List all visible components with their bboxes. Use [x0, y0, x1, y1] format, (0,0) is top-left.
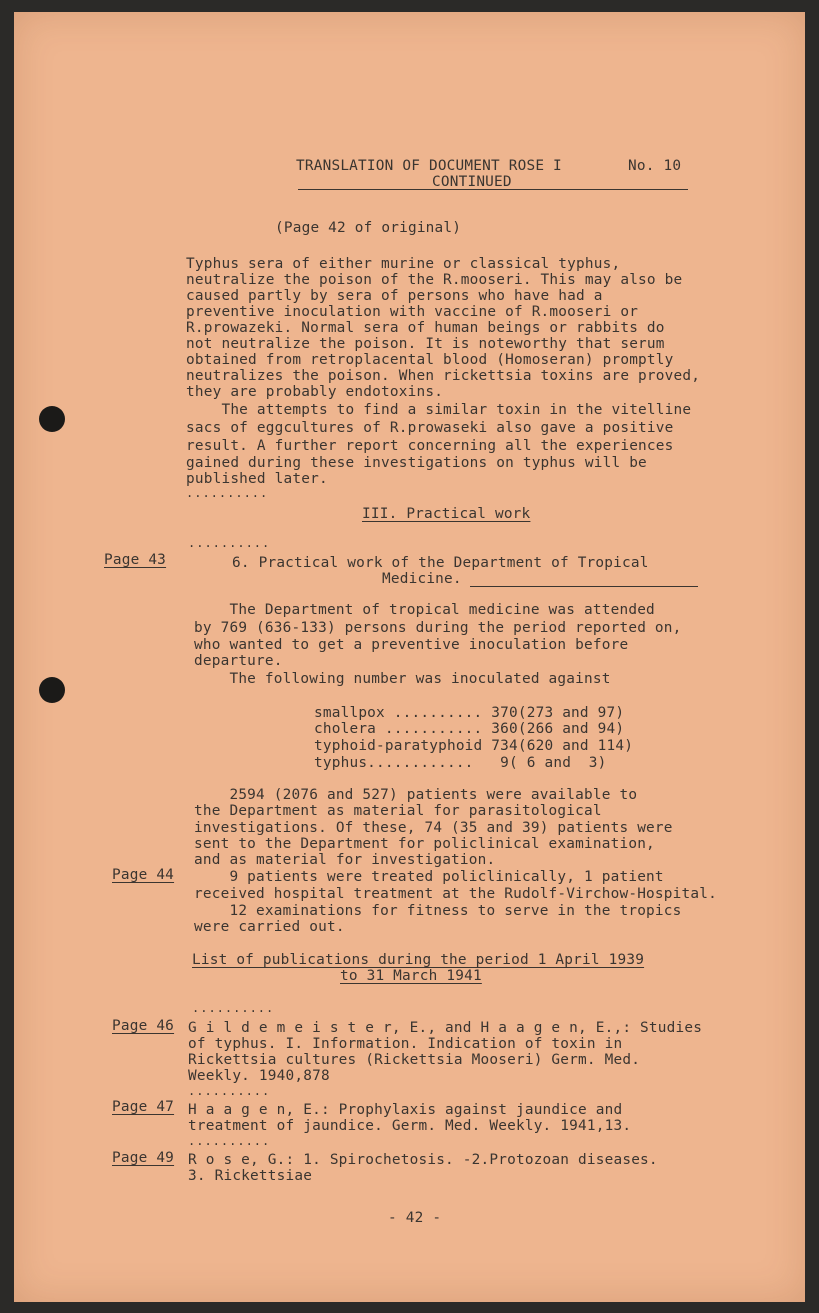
paragraph-line: and as material for investigation.: [194, 852, 496, 868]
paragraph-line: Typhus sera of either murine or classical typhus,: [186, 256, 621, 272]
paragraph-line: The following number was inoculated against: [194, 671, 611, 687]
omission-ellipsis: ..........: [188, 536, 271, 550]
publication-entry: 3. Rickettsiae: [188, 1168, 313, 1184]
paragraph-line: 2594 (2076 and 527) patients were available to: [194, 787, 638, 803]
inoculation-row: smallpox .......... 370(273 and 97): [314, 705, 625, 721]
publication-entry: treatment of jaundice. Germ. Med. Weekly. 1941,13.: [188, 1118, 632, 1134]
paragraph-line: published later.: [186, 471, 328, 487]
paragraph-line: they are probably endotoxins.: [186, 384, 444, 400]
paragraph-line: caused partly by sera of persons who have had a: [186, 288, 603, 304]
paragraph-line: not neutralize the poison. It is noteworthy that serum: [186, 336, 665, 352]
paragraph-line: The attempts to find a similar toxin in the vitelline: [186, 402, 692, 418]
publication-entry: Rickettsia cultures (Rickettsia Mooseri) Germ. Med.: [188, 1052, 641, 1068]
publications-heading-cont: to 31 March 1941: [340, 968, 482, 984]
paragraph-line: by 769 (636-133) persons during the period reported on,: [194, 620, 682, 636]
subsection-heading: 6. Practical work of the Department of Tropical: [232, 555, 649, 571]
paragraph-line: were carried out.: [194, 919, 345, 935]
omission-ellipsis: ..........: [192, 1001, 275, 1015]
margin-page-ref: Page 43: [104, 552, 167, 568]
publication-entry: G i l d e m e i s t e r, E., and H a a g e n, E.,: Studies: [188, 1020, 703, 1036]
section-heading: III. Practical work: [362, 506, 531, 522]
paragraph-line: 9 patients were treated policlinically, 1 patient: [194, 869, 664, 885]
paragraph-line: the Department as material for parasitological: [194, 803, 602, 819]
paragraph-line: neutralizes the poison. When rickettsia toxins are proved,: [186, 368, 701, 384]
inoculation-row: cholera ........... 360(266 and 94): [314, 721, 625, 737]
page-number: - 42 -: [388, 1210, 442, 1226]
paragraph-line: neutralize the poison of the R.mooseri. This may also be: [186, 272, 683, 288]
paragraph-line: departure.: [194, 653, 283, 669]
paragraph-line: preventive inoculation with vaccine of R.mooseri or: [186, 304, 639, 320]
paragraph-line: result. A further report concerning all the experiences: [186, 438, 674, 454]
paragraph-line: R.prowazeki. Normal sera of human beings or rabbits do: [186, 320, 665, 336]
paragraph-line: sent to the Department for policlinical examination,: [194, 836, 655, 852]
document-title: TRANSLATION OF DOCUMENT ROSE I: [296, 158, 562, 174]
paragraph-line: The Department of tropical medicine was attended: [194, 602, 655, 618]
margin-page-ref: Page 46: [112, 1018, 175, 1034]
punch-hole: [39, 406, 65, 432]
margin-page-ref: Page 47: [112, 1099, 175, 1115]
paragraph-line: received hospital treatment at the Rudolf-Virchow-Hospital.: [194, 886, 717, 902]
paragraph-line: 12 examinations for fitness to serve in the tropics: [194, 903, 682, 919]
header-rule: [298, 189, 688, 190]
omission-ellipsis: ..........: [188, 1134, 271, 1148]
paragraph-line: who wanted to get a preventive inoculation before: [194, 637, 629, 653]
publication-entry: H a a g e n, E.: Prophylaxis against jaundice and: [188, 1102, 623, 1118]
omission-ellipsis: ..........: [188, 1084, 271, 1098]
punch-hole: [39, 677, 65, 703]
publication-entry: R o s e, G.: 1. Spirochetosis. -2.Protozoan diseases.: [188, 1152, 658, 1168]
paragraph-line: sacs of eggcultures of R.prowaseki also gave a positive: [186, 420, 674, 436]
inoculation-row: typhoid-paratyphoid 734(620 and 114): [314, 738, 634, 754]
subsection-heading-cont: Medicine.: [382, 571, 462, 587]
paragraph-line: obtained from retroplacental blood (Homoseran) promptly: [186, 352, 674, 368]
publications-heading: List of publications during the period 1 April 1939: [192, 952, 645, 968]
inoculation-row: typhus............ 9( 6 and 3): [314, 755, 607, 771]
margin-page-ref: Page 44: [112, 867, 175, 883]
original-page-ref: (Page 42 of original): [275, 220, 462, 236]
subsection-rule: [470, 586, 698, 587]
omission-ellipsis: ..........: [186, 486, 269, 500]
continued-label: CONTINUED: [432, 174, 512, 190]
paragraph-line: gained during these investigations on typhus will be: [186, 455, 647, 471]
paragraph-line: investigations. Of these, 74 (35 and 39) patients were: [194, 820, 673, 836]
document-number: No. 10: [628, 158, 682, 174]
publication-entry: Weekly. 1940,878: [188, 1068, 330, 1084]
publication-entry: of typhus. I. Information. Indication of toxin in: [188, 1036, 623, 1052]
margin-page-ref: Page 49: [112, 1150, 175, 1166]
